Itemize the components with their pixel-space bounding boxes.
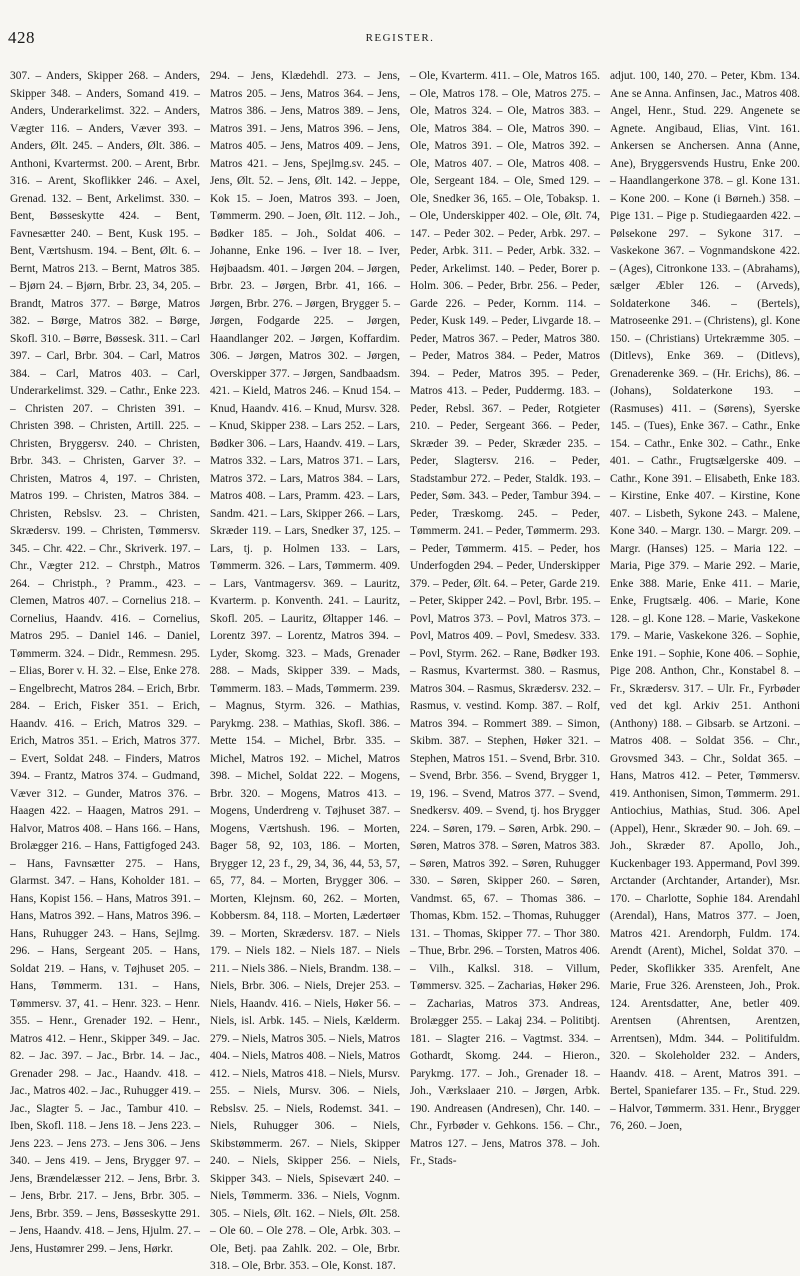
register-column-3 <box>410 68 600 1276</box>
register-column-4 <box>610 68 800 1276</box>
column-text: – Ole, Kvarterm. 411. – Ole, Matros 165. – Ole, Matros 178. – Ole, Matros 275. – Ole, Matros 324. – Ole, Matros 383. – Ole, Matros 384. – Ole, Matros 390. – Ole, Matros 391. – Ole, Matros 392. – Ole, Matros 407. – Ole, Matros 408. – Ole, Sergeant 184. – Ole, Smed 129. – Ole, Snedker 36, 165. – Ole, Tobaksp. 1. – Ole, Underskipper 402. – Ole, Ølt. 74, 147. – Peder 302. – Peder, Arbk. 297. – Peder, Arbk. 311. – Peder, Arbk. 332. – Peder, Arkelimst. 140. – Peder, Borer p. Holm. 306. – Peder, Brbr. 256. – Peder, Garde 226. – Peder, Kornm. 114. – Peder, Kusk 149. – Peder, Livgarde 18. – Peder, Matros 367. – Peder, Matros 380. – Peder, Matros 384. – Peder, Matros 394. – Peder, Matros 395. – Peder, Matros 413. – Peder, Puddermg. 183. – Peder, Rebsl. 367. – Peder, Rotgieter 210. – Peder, Sergeant 366. – Peder, Skræder 39. – Peder, Skræder 235. – Peder, Slagtersv. 216. – Peder, Stadstambur 272. – Peder, Staldk. 193. – Peder, Søm. 343. – Peder, Tambur 394. – Peder, Træskomg. 245. – Peder, Tømmerm. 241. – Peder, Tømmerm. 293. – Peder, Tømmerm. 415. – Peder, hos Underfogden 294. – Peder, Underskipper 379. – Peder, Ølt. 64. – Peter, Garde 219. – Peter, Skipper 242. – Povl, Brbr. 195. – Povl, Matros 373. – Povl, Matros 373. – Povl, Matros 409. – Povl, Smedesv. 333. – Povl, Styrm. 262. – Rane, Bødker 193. – Rasmus, Kvartermst. 380. – Rasmus, Matros 304. – Rasmus, Skrædersv. 232. – Rasmus, v. vestind. Komp. 387. – Rolf, Matros 394. – Rommert 389. – Simon, Skibm. 387. – Stephen, Høker 321. – Stephen, Matros 151. – Svend, Brbr. 310. – Svend, Brbr. 356. – Svend, Brygger 1, 19, 196. – Svend, Matros 377. – Svend, Snedkersv. 409. – Svend, tj. hos Brygger 224. – Søren, 179. – Søren, Arbk. 290. – Søren, Matros 378. – Søren, Matros 383. – Søren, Matros 392. – Søren, Ruhugger 330. – Søren, Skipper 260. – Søren, Vandmst. 65, 67. – Thomas 386. – Thomas, Kbm. 152. – Thomas, Ruhugger 131. – Thomas, Skipper 77. – Thor 380. – Thue, Brbr. 296. – Torsten, Matros 406. – Vilh., Kalksl. 318. – Villum, Tømmersv. 325. – Zacharias, Høker 296. – Zacharias, Matros 373. Andreas, Brolægger 255. – Lakaj 234. – Politibtj. 181. – Slagter 216. – Vagtmst. 334. – Gothardt, Skomg. 244. – Hieron., Parykmg. 177. – Joh., Grenader 18. – Joh., Værkslaaer 210. – Jørgen, Arbk. 190. Andreasen (Andresen), Chr. 140. – Chr., Fyrbøder v. Gehkons. 156. – Chr., Matros 127. – Jens, Matros 378. – Joh. Fr., Stads- <box>410 70 600 1167</box>
column-text: 294. – Jens, Klædehdl. 273. – Jens, Matros 205. – Jens, Matros 364. – Jens, Matros 386. – Jens, Matros 389. – Jens, Matros 391. – Jens, Matros 396. – Jens, Matros 405. – Jens, Matros 409. – Jens, Matros 421. – Jens, Spejlmg.sv. 245. – Jens, Ølt. 52. – Jens, Ølt. 142. – Jeppe, Kok 15. – Joen, Matros 393. – Joen, Tømmerm. 290. – Joen, Ølt. 112. – Joh., Bødker 185. – Joh., Soldat 406. – Johanne, Enke 196. – Iver 18. – Iver, Højbaadsm. 401. – Jørgen 204. – Jørgen, Brbr. 23. – Jørgen, Brbr. 41, 166. – Jørgen, Brbr. 276. – Jørgen, Brygger 5. – Jørgen, Fodgarde 225. – Jørgen, Haandlanger 202. – Jørgen, Koffardim. 306. – Jørgen, Matros 302. – Jørgen, Overskipper 377. – Jørgen, Sandbaadsm. 421. – Kield, Matros 246. – Knud 154. – Knud, Haandv. 416. – Knud, Mursv. 328. – Knud, Skipper 238. – Lars 252. – Lars, Bødker 306. – Lars, Haandv. 419. – Lars, Matros 332. – Lars, Matros 371. – Lars, Matros 372. – Lars, Matros 384. – Lars, Matros 408. – Lars, Pramm. 423. – Lars, Sandm. 421. – Lars, Skipper 266. – Lars, Skræder 119. – Lars, Snedker 37, 125. – Lars, tj. p. Holmen 133. – Lars, Tømmerm. 326. – Lars, Tømmerm. 409. – Lars, Vantmagersv. 369. – Lauritz, Kvarterm. p. Konventh. 241. – Lauritz, Skofl. 205. – Lauritz, Øltapper 146. – Lorentz 397. – Lorentz, Matros 394. – Lyder, Skomg. 323. – Mads, Grenader 288. – Mads, Skipper 339. – Mads, Tømmerm. 183. – Mads, Tømmerm. 239. – Magnus, Styrm. 326. – Mathias, Parykmg. 238. – Mathias, Skofl. 386. – Mette 154. – Michel, Brbr. 335. – Michel, Matros 192. – Michel, Matros 398. – Michel, Soldat 222. – Mogens, Brbr. 320. – Mogens, Matros 413. – Mogens, Underdreng v. Tøjhuset 387. – Mogens, Værtshush. 196. – Morten, Bager 58, 92, 103, 186. – Morten, Brygger 12, 23 f., 29, 34, 36, 44, 53, 57, 65, 77, 84. – Morten, Brygger 306. – Morten, Klejnsm. 60, 262. – Morten, Kobbersm. 84, 118. – Morten, Lædertøer 39. – Morten, Skrædersv. 187. – Niels 179. – Niels 182. – Niels 187. – Niels 211. – Niels 386. – Niels, Brandm. 138. – Niels, Brbr. 306. – Niels, Drejer 253. – Niels, Haandv. 416. – Niels, Høker 56. – Niels, isl. Arbk. 145. – Niels, Kælderm. 279. – Niels, Matros 305. – Niels, Matros 404. – Niels, Matros 408. – Niels, Matros 412. – Niels, Matros 418. – Niels, Mursv. 255. – Niels, Mursv. 306. – Niels, Rebslsv. 25. – Niels, Rodemst. 341. – Niels, Ruhugger 306. – Niels, Skibstømmerm. 267. – Niels, Skipper 240. – Niels, Skipper 256. – Niels, Skipper 343. – Niels, Spisevært 240. – Niels, Tømmerm. 336. – Niels, Vognm. 305. – Niels, Ølt. 162. – Niels, Ølt. 258. – Ole 60. – Ole 278. – Ole, Arbk. 303. – Ole, Betj. paa Zahlk. 202. – Ole, Brbr. 318. – Ole, Brbr. 353. – Ole, Konst. 187. <box>210 70 400 1272</box>
column-text: 307. – Anders, Skipper 268. – Anders, Skipper 348. – Anders, Somand 419. – Anders, Underarkelimst. 322. – Anders, Vægter 116. – Anders, Væver 393. – Anders, Ølt. 245. – Anders, Ølt. 386. – Anthoni, Kvartermst. 200. – Arent, Brbr. 316. – Arent, Skoflikker 246. – Axel, Grenad. 132. – Bent, Arkelimst. 330. – Bent, Bøsseskytte 424. – Bent, Favnesætter 240. – Bent, Kusk 195. – Bent, Værtshusm. 194. – Bent, Ølt. 6. – Bernt, Matros 213. – Bernt, Matros 385. – Bjørn 24. – Bjørn, Brbr. 23, 34, 205. – Brandt, Matros 377. – Børge, Matros 382. – Børge, Matros 382. – Børge, Skofl. 310. – Børre, Bøssesk. 311. – Carl 397. – Carl, Brbr. 304. – Carl, Matros 384. – Carl, Matros 403. – Carl, Underarkelimst. 329. – Cathr., Enke 223. – Christen 207. – Christen 391. – Christen 398. – Christen, Artill. 225. – Christen, Bryggersv. 240. – Christen, Brbr. 343. – Christen, Garver 3?. – Christen, Matros 4, 197. – Christen, Matros 199. – Christen, Matros 384. – Christen, Rebslsv. 23. – Christen, Skrædersv. 199. – Christen, Tømmersv. 345. – Chr. 422. – Chr., Skriverk. 197. – Chr., Vægter 212. – Chrstph., Matros 264. – Christph., ? Pramm., 423. – Clemen, Matros 407. – Cornelius 218. – Cornelius, Haandv. 416. – Cornelius, Matros 295. – Daniel 146. – Daniel, Tømmerm. 324. – Didr., Remmesn. 295. – Elias, Borer v. H. 32. – Else, Enke 278. – Engelbrecht, Matros 284. – Erich, Brbr. 284. – Erich, Fisker 351. – Erich, Haandv. 416. – Erich, Matros 329. – Erich, Matros 351. – Erich, Matros 377. – Evert, Soldat 248. – Finders, Matros 394. – Frantz, Matros 374. – Gudmand, Væver 312. – Gunder, Matros 376. – Haagen 422. – Haagen, Matros 291. – Halvor, Matros 408. – Hans 166. – Hans, Brolægger 216. – Hans, Fattigfoged 243. – Hans, Favnsætter 275. – Hans, Glarmst. 347. – Hans, Koholder 181. – Hans, Kopist 156. – Hans, Matros 391. – Hans, Matros 392. – Hans, Matros 396. – Hans, Ruhugger 243. – Hans, Sejlmg. 296. – Hans, Sergeant 205. – Hans, Soldat 219. – Hans, v. Tøjhuset 205. – Hans, Tømmerm. 131. – Hans, Tømmersv. 37, 41. – Henr. 323. – Henr. 355. – Henr., Grenader 192. – Henr., Matros 412. – Henr., Skipper 349. – Jac. 82. – Jac. 397. – Jac., Brbr. 14. – Jac., Grenader 298. – Jac., Haandv. 418. – Jac., Matros 402. – Jac., Ruhugger 419. – Jac., Slagter 5. – Jac., Tambur 410. – Iben, Skofl. 118. – Jens 18. – Jens 223. – Jens 223. – Jens 273. – Jens 306. – Jens 340. – Jens 419. – Jens, Brygger 97. – Jens, Brændelæsser 212. – Jens, Brbr. 3. – Jens, Brbr. 217. – Jens, Brbr. 305. – Jens, Brbr. 359. – Jens, Bøsseskytte 291. – Jens, Haandv. 418. – Jens, Hjulm. 27. – Jens, Hustømrer 299. – Jens, Hørkr. <box>10 70 200 1255</box>
column-text: adjut. 100, 140, 270. – Peter, Kbm. 134. Ane se Anna. Anfinsen, Jac., Matros 408. Angel, Henr., Stud. 229. Angenete se Agnete. Angibaud, Elias, Vint. 161. Ankersen se Anchersen. Anna (Anne, Ane), Bryggersvends Hustru, Enke 200. – Haandlangerkone 378. – gl. Kone 131. – Kone 200. – Kone (i Børneh.) 358. – Pige 131. – Pige p. Studiegaarden 422. – Pølsekone 297. – Sykone 317. – Vaskekone 367. – Vognmandskone 422. – (Ages), Citronkone 133. – (Abrahams), sælger Æbler 126. – (Arveds), Soldaterkone 346. – (Bertels), Matroseenke 291. – (Christens), gl. Kone 150. – (Christians) Urtekræmme 305. – (Ditlevs), Enke 369. – (Ditlevs), Grenaderenke 369. – (Hr. Erichs), 86. – (Johans), Soldaterkone 193. – (Rasmuses) 411. – (Sørens), Syerske 145. – (Tues), Enke 367. – Cathr., Enke 154. – Cathr., Enke 302. – Cathr., Enke 401. – Cathr., Frugtsælgerske 409. – Cathr., Kone 391. – Elisabeth, Enke 183. – Kirstine, Enke 407. – Kirstine, Kone 407. – Lisbeth, Sykone 243. – Malene, Kone 340. – Margr. 130. – Margr. 209. – Margr. (Hanses) 125. – Maria 122. – Maria, Pige 379. – Marie 292. – Marie, Enke 388. Marie, Enke 411. – Marie, Enke, Frugtsælg. 406. – Marie, Kone 128. – gl. Kone 128. – Marie, Vaskekone 179. – Marie, Vaskekone 326. – Sophie, Enke 191. – Sophie, Kone 406. – Sophie, Pige 208. Anthon, Chr., Konstabel 8. – Fr., Skrædersv. 317. – Ulr. Fr., Fyrbøder ved det kgl. Arkiv 251. Anthoni (Anthony) 188. – Gibsarb. se Artzoni. – Matros 408. – Soldat 356. – Chr., Grovsmed 343. – Chr., Soldat 365. – Hans, Matros 412. – Peter, Tømmersv. 419. Anthonisen, Simon, Tømmerm. 291. Antiochius, Mathias, Stud. 306. Apel (Appel), Henr., Skræder 90. – Joh. 69. – Joh., Skræder 87. Apollo, Joh., Kuckenbager 193. Appermand, Povl 399. Arctander (Archtander, Artander), Msr. 170. – Charlotte, Sophie 184. Arendahl (Arendal), Hans, Matros 377. – Joen, Matros 421. Arendorph, Fuldm. 174. Arendt (Arent), Michel, Soldat 370. – Peder, Skoflikker 335. Arenfelt, Ane Marie, Frue 326. Arensteen, Joh., Prok. 124. Arentsdatter, Ane, betler 409. Arentsen (Ahrentsen, Arentzen, Arrentsen), Mdm. 344. – Politifuldm. 320. – Skoleholder 232. – Anders, Haandv. 418. – Arent, Matros 391. – Bertel, Spaniefarer 135. – Fr., Stud. 229. – Halvor, Tømmerm. 331. Henr., Brygger 76, 260. – Joen, <box>610 70 800 1132</box>
page-number: 428 <box>8 28 35 47</box>
page-header <box>0 0 800 60</box>
running-title: REGISTER. <box>365 32 435 44</box>
register-column-2 <box>210 68 400 1276</box>
register-columns <box>10 68 800 1272</box>
register-column-1 <box>10 68 200 1276</box>
